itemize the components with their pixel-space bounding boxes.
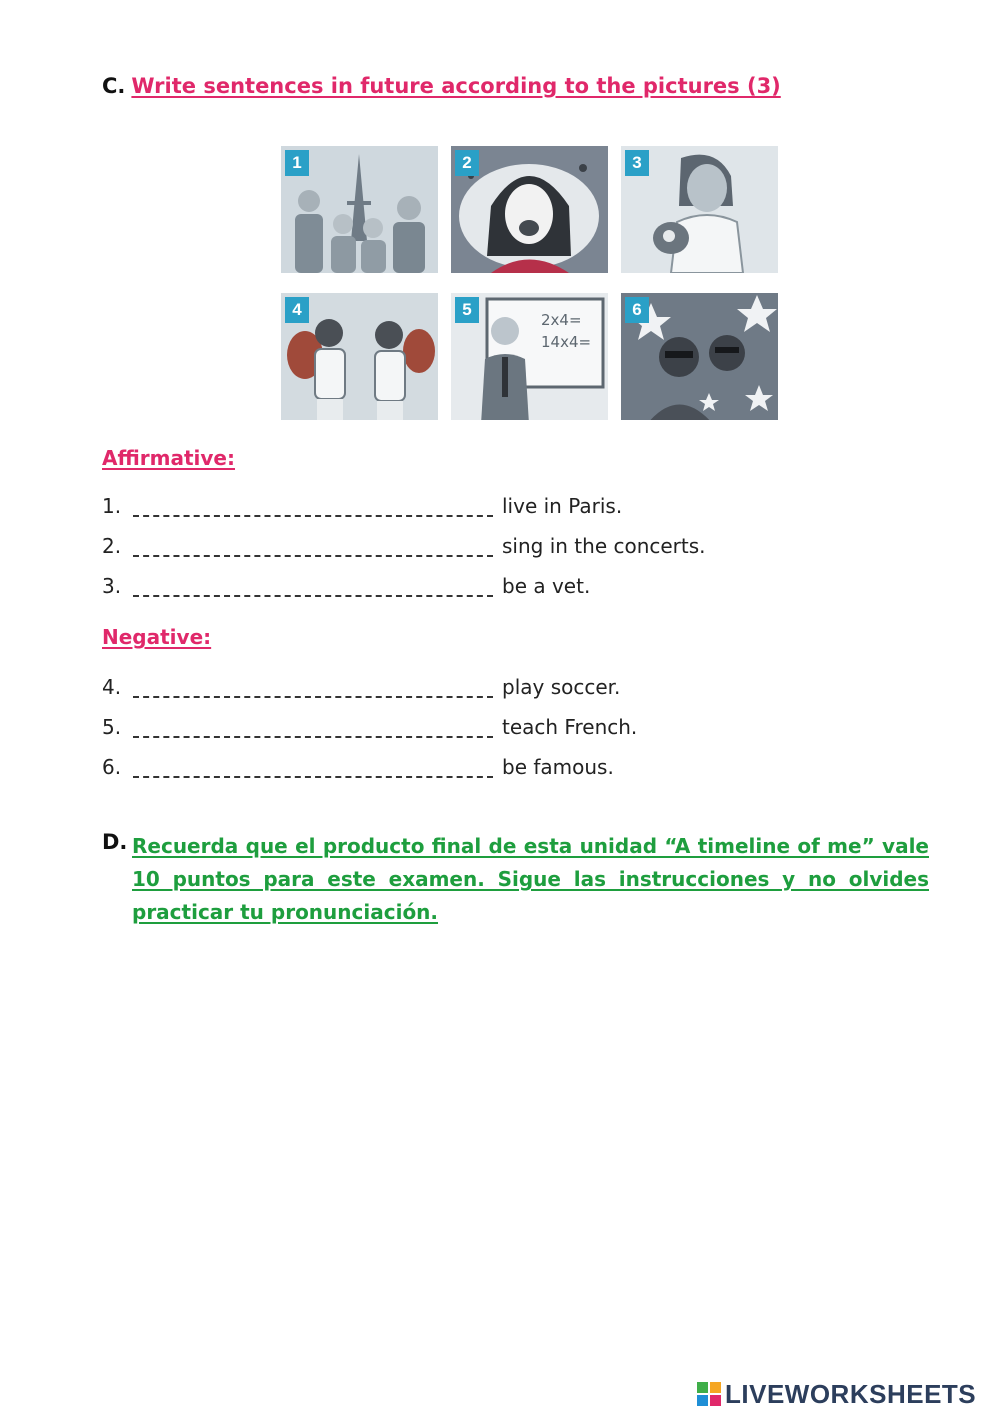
answer-blank[interactable] [133, 696, 493, 698]
negative-item-4 [102, 675, 802, 705]
answer-blank[interactable] [133, 736, 493, 738]
affirmative-heading: Affirmative: [102, 446, 235, 470]
section-c-title: Write sentences in future according to the pictures (3) [131, 74, 781, 98]
picture-5 [451, 293, 608, 420]
negative-heading: Negative: [102, 625, 212, 649]
item-number: 1. [102, 494, 122, 518]
picture-5-board-line-2: 14x4= [541, 333, 592, 351]
negative-item-5 [102, 715, 802, 745]
item-text: play soccer. [502, 675, 621, 699]
item-number: 5. [102, 715, 122, 739]
section-c-letter: C. [102, 74, 126, 98]
item-number: 3. [102, 574, 122, 598]
item-text: be famous. [502, 755, 614, 779]
answer-blank[interactable] [133, 595, 493, 597]
section-d-letter: D. [102, 830, 128, 854]
section-c-heading [102, 74, 781, 98]
liveworksheets-mark-icon [697, 1382, 721, 1406]
answer-blank[interactable] [133, 776, 493, 778]
answer-blank[interactable] [133, 515, 493, 517]
item-number: 2. [102, 534, 122, 558]
item-number: 4. [102, 675, 122, 699]
picture-4-number: 4 [285, 297, 309, 323]
answer-blank[interactable] [133, 555, 493, 557]
item-text: be a vet. [502, 574, 591, 598]
picture-5-board-line-1: 2x4= [541, 311, 582, 329]
picture-3-number: 3 [625, 150, 649, 176]
picture-6 [621, 293, 778, 420]
section-d-text: Recuerda que el producto final de esta unidad “A timeline of me” vale 10 puntos para este examen. Sigue las instrucciones y no olvides practicar tu pronunciación. [132, 834, 929, 924]
picture-2-number: 2 [455, 150, 479, 176]
item-text: sing in the concerts. [502, 534, 706, 558]
picture-6-number: 6 [625, 297, 649, 323]
item-text: live in Paris. [502, 494, 623, 518]
picture-1-number: 1 [285, 150, 309, 176]
item-text: teach French. [502, 715, 638, 739]
affirmative-item-3 [102, 574, 802, 604]
affirmative-item-2 [102, 534, 802, 564]
picture-4 [281, 293, 438, 420]
liveworksheets-logo [697, 1377, 976, 1411]
picture-3 [621, 146, 778, 273]
negative-item-6 [102, 755, 802, 785]
liveworksheets-logo-text: LIVEWORKSHEETS [725, 1378, 977, 1409]
item-number: 6. [102, 755, 122, 779]
picture-5-number: 5 [455, 297, 479, 323]
picture-1 [281, 146, 438, 273]
picture-2 [451, 146, 608, 273]
affirmative-item-1 [102, 494, 802, 524]
picture-grid [281, 146, 779, 424]
